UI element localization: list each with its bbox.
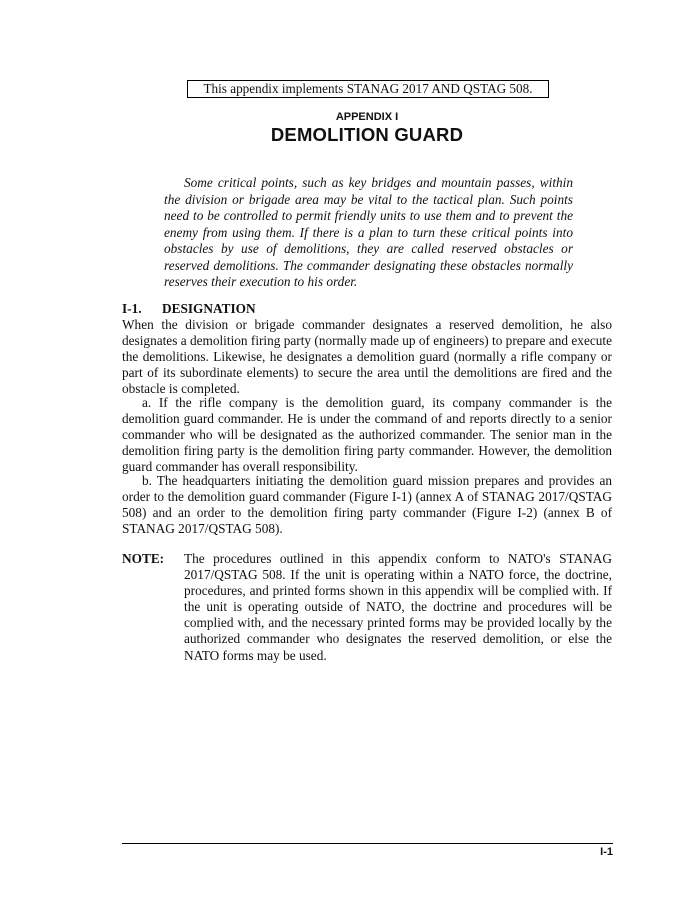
page-number: I-1 [600,846,613,858]
implements-notice-text: This appendix implements STANAG 2017 AND QSTAG 508. [203,81,533,96]
section-number: I-1. [122,301,142,316]
paragraph-a: a. If the rifle company is the demolition guard, its company commander is the demolition guard commander. He is under the command of and reports directly to a senior commander who will be designated as the authorized commander. The senior man in the demolition firing party is the demolition firing party commander. However, the demolition guard commander has overall responsibility. [122,395,612,475]
section-heading [122,301,256,317]
footer-divider [122,843,613,844]
intro-paragraph: Some critical points, such as key bridges and mountain passes, within the division or brigade area may be vital to the tactical plan. Such points need to be controlled to permit friendly units to use them and to prevent the enemy from using them. If there is a plan to turn these critical points into obstacles by use of demolitions, they are called reserved obstacles or reserved demolitions. The commander designating these obstacles normally reserves their execution to his order. [164,175,573,289]
appendix-label: APPENDIX I [335,111,399,123]
designation-paragraph: When the division or brigade commander designates a reserved demolition, he also designates a demolition firing party (normally made up of engineers) to prepare and execute the demolitions. Likewise, he designates a demolition guard (normally a rifle company or part of its subordinate elements) to secure the area until the demolitions are fired and the obstacle is completed. [122,317,612,397]
note-label: NOTE: [122,551,165,566]
note-text: The procedures outlined in this appendix conform to NATO's STANAG 2017/QSTAG 508. If the unit is operating within a NATO force, the doctrine, procedures, and printed forms shown in this appendix will be complied with. If the unit is operating outside of NATO, the doctrine and procedures will be complied with, and the necessary printed forms may be provided locally by the authorized commander who designates the reserved demolition, or else the NATO forms may be used. [184,551,612,663]
paragraph-b: b. The headquarters initiating the demolition guard mission prepares and provides an order to the demolition guard commander (Figure I-1) (annex A of STANAG 2017/QSTAG 508) and an order to the demolition firing party commander (Figure I-2) (annex B of STANAG 2017/QSTAG 508). [122,473,612,537]
implements-notice-box [187,80,549,98]
page-title: DEMOLITION GUARD [270,124,464,145]
section-title: DESIGNATION [162,301,256,316]
